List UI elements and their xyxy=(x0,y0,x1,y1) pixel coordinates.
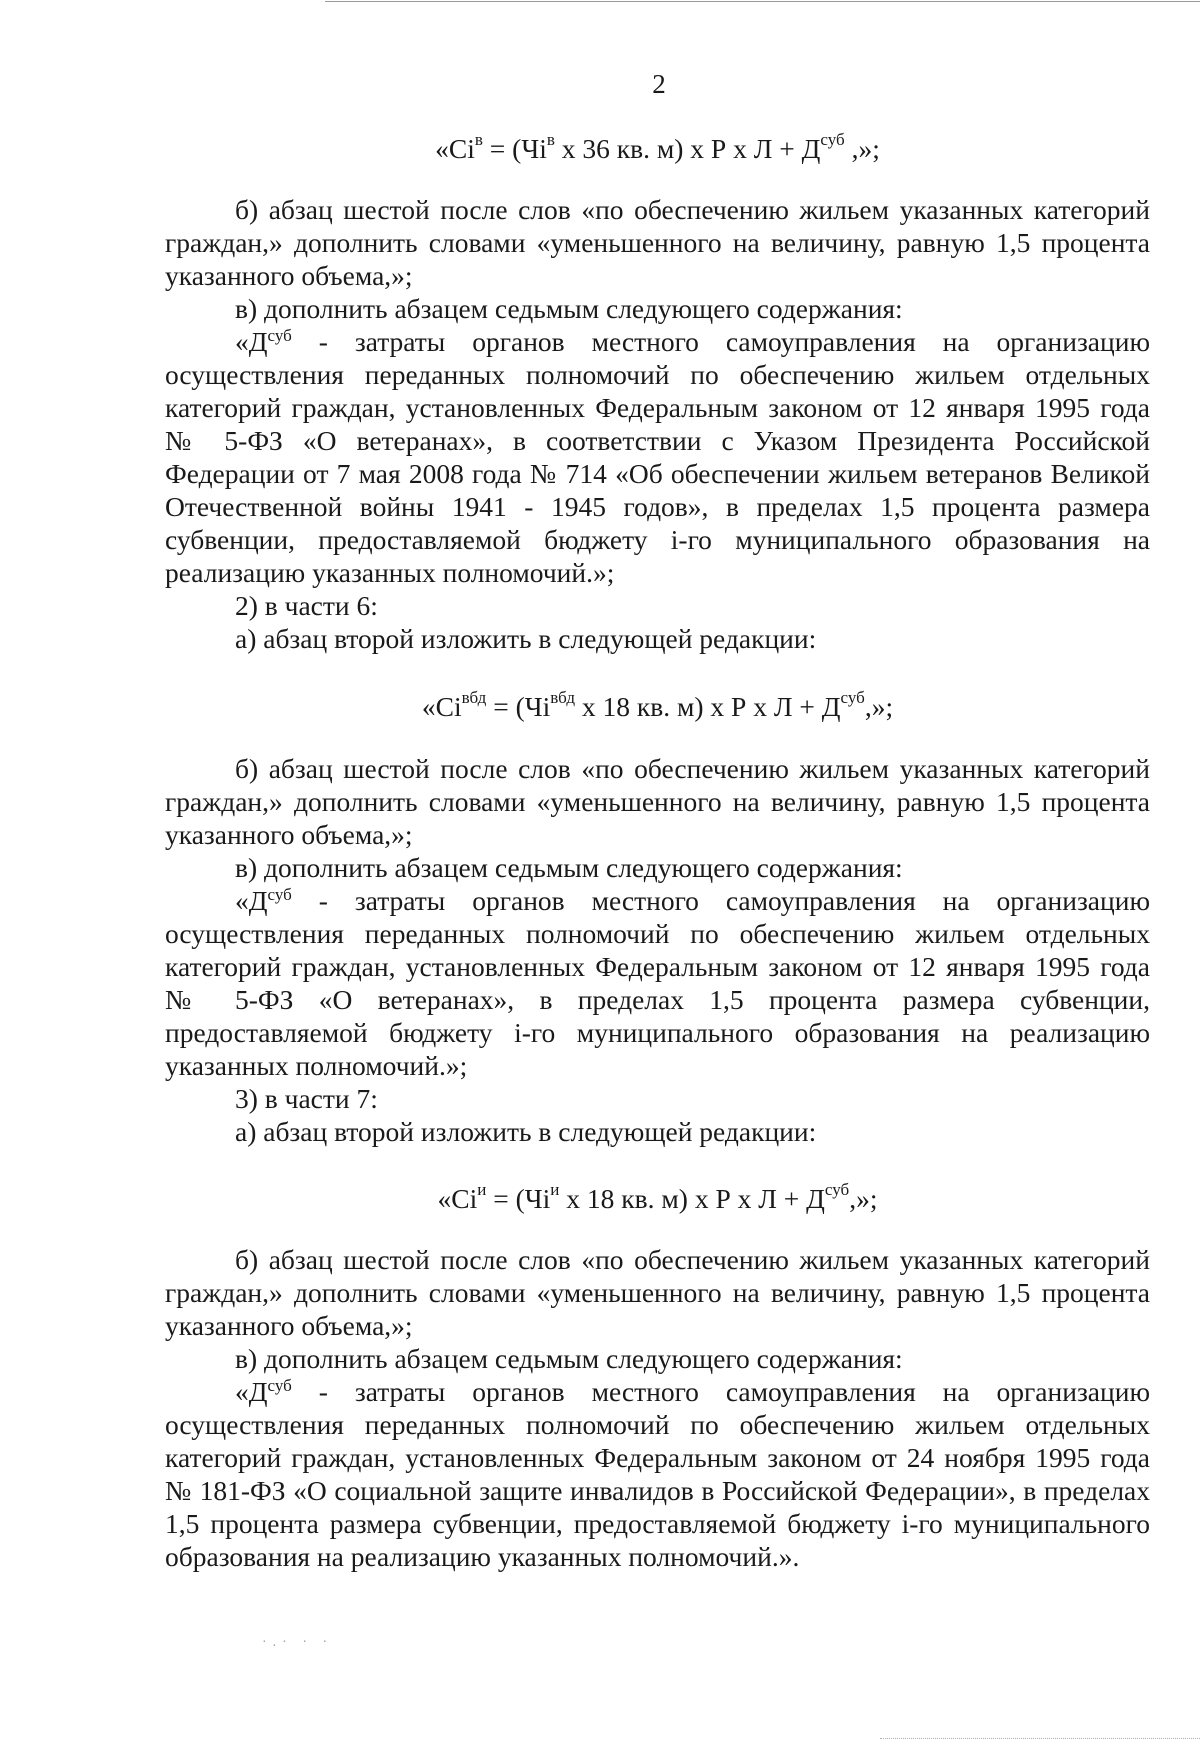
formula-ci-v: «$Ci^в = (Чi^в$ х 36 кв. м) х Р х $Л + Д^{суб}$ ,»; xyxy=(435,130,880,164)
paragraph-b: б) абзац шестой после слов «по обеспечению жильем указанных категорий граждан,» дополнить словами «уменьшенного на величину, равную 1,5 процента указанного объема,»; xyxy=(165,753,1150,850)
part-6-paragraph-a: а) абзац второй изложить в следующей редакции: xyxy=(235,623,817,654)
paragraph-v: в) дополнить абзацем седьмым следующего содержания: xyxy=(235,1343,903,1374)
paragraph-d-sub: «$Д^{суб}$ - затраты органов местного самоуправления на организацию осуществления переданных полномочий по обеспечению жильем отдельных категорий граждан, установленных Федеральным законом от 12 января 1995 года № 5-ФЗ «О ветеранах», в соответствии с Указом Президента Российской Федерации от 7 мая 2008 года № 714 «Об обеспечении жильем ветеранов Великой Отечественной войны 1941 - 1945 годов», в пределах 1,5 процента размера субвенции, предоставляемой бюджету i-го муниципального образования на реализацию указанных полномочий.»; xyxy=(165,325,1150,588)
part-7-paragraph-a: а) абзац второй изложить в следующей редакции: xyxy=(235,1116,817,1147)
paragraph-v: в) дополнить абзацем седьмым следующего содержания: xyxy=(235,293,903,324)
section-2 xyxy=(165,752,1150,1148)
bottom-edge-line xyxy=(880,1738,1200,1739)
scan-specks: ·.· · · xyxy=(262,1635,334,1650)
paragraph-d-sub: «$Д^{суб}$ - затраты органов местного самоуправления на организацию осуществления переданных полномочий по обеспечению жильем отдельных категорий граждан, установленных Федеральным законом от 24 ноября 1995 года № 181-ФЗ «О социальной защите инвалидов в Российской Федерации», в пределах 1,5 процента размера субвенции, предоставляемой бюджету i-го муниципального образования на реализацию указанных полномочий.». xyxy=(165,1375,1150,1572)
top-edge-line xyxy=(325,1,1200,2)
formula-ci-vbd: «$Ci^{вбд} = (Чi^{вбд}$ х 18 кв. м) х Р х $Л + Д^{суб}$,»; xyxy=(421,688,894,722)
page-number: 2 xyxy=(652,69,666,99)
part-6-heading: 2) в части 6: xyxy=(235,590,378,621)
section-3 xyxy=(165,1243,1150,1573)
paragraph-b: б) абзац шестой после слов «по обеспечению жильем указанных категорий граждан,» дополнить словами «уменьшенного на величину, равную 1,5 процента указанного объема,»; xyxy=(165,1244,1150,1341)
formula-ci-i: «$Ci^и = (Чi^и$ х 18 кв. м) х Р х $Л + Д^{суб}$,»; xyxy=(437,1180,878,1214)
section-1 xyxy=(165,193,1150,655)
paragraph-b: б) абзац шестой после слов «по обеспечению жильем указанных категорий граждан,» дополнить словами «уменьшенного на величину, равную 1,5 процента указанного объема,»; xyxy=(165,194,1150,291)
part-7-heading: 3) в части 7: xyxy=(235,1083,378,1114)
paragraph-v: в) дополнить абзацем седьмым следующего содержания: xyxy=(235,852,903,883)
paragraph-d-sub: «$Д^{суб}$ - затраты органов местного самоуправления на организацию осуществления переданных полномочий по обеспечению жильем отдельных категорий граждан, установленных Федеральным законом от 12 января 1995 года № 5-ФЗ «О ветеранах», в пределах 1,5 процента размера субвенции, предоставляемой бюджету i-го муниципального образования на реализацию указанных полномочий.»; xyxy=(165,884,1150,1081)
